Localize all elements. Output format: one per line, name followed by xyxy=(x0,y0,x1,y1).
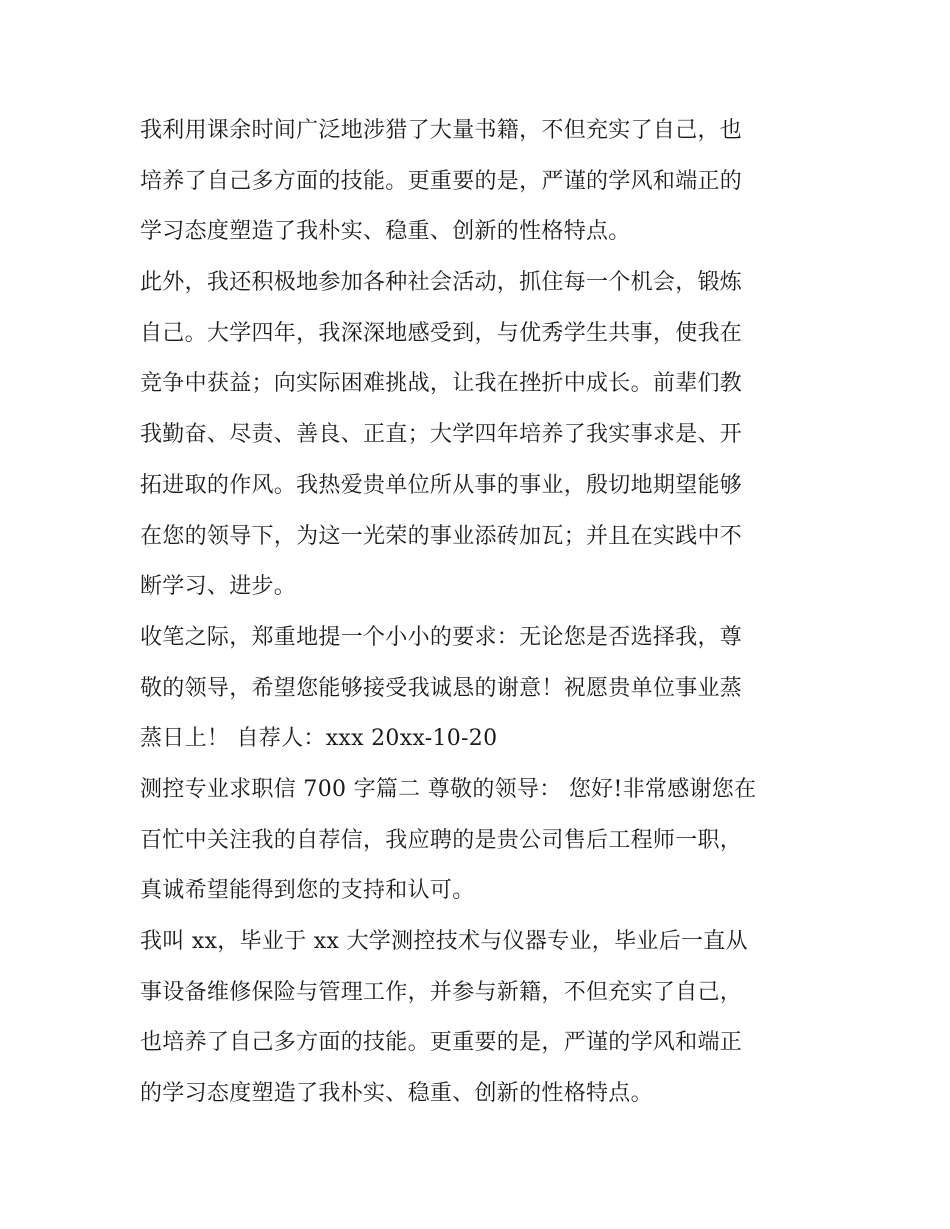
text-line: 测控专业求职信 700 字篇二 尊敬的领导： 您好!非常感谢您在 xyxy=(140,776,757,802)
text-line: 我叫 xx，毕业于 xx 大学测控技术与仪器专业，毕业后一直从 xyxy=(140,929,748,954)
paragraph-3 xyxy=(140,613,812,765)
text-line: 培养了自己多方面的技能。更重要的是，严谨的学风和端正的 xyxy=(140,168,743,194)
paragraph-4 xyxy=(140,765,812,917)
paragraph-1 xyxy=(140,106,812,258)
text-line: 我利用课余时间广泛地涉猎了大量书籍，不但充实了自己，也 xyxy=(140,118,743,143)
text-line: 事设备维修保险与管理工作，并参与新籍，不但充实了自己， xyxy=(140,979,743,1005)
text-line: 百忙中关注我的自荐信，我应聘的是贵公司售后工程师一职， xyxy=(140,827,743,853)
text-line: 我勤奋、尽责、善良、正直；大学四年培养了我实事求是、开 xyxy=(140,422,743,448)
text-line: 学习态度塑造了我朴实、稳重、创新的性格特点。 xyxy=(140,219,631,245)
text-line: 敬的领导，希望您能够接受我诚恳的谢意！祝愿贵单位事业蒸 xyxy=(140,675,743,701)
text-line: 收笔之际，郑重地提一个小小的要求：无论您是否选择我，尊 xyxy=(140,624,743,650)
text-line: 此外，我还积极地参加各种社会活动，抓住每一个机会，锻炼 xyxy=(140,270,743,296)
paragraph-2 xyxy=(140,258,812,613)
document-body xyxy=(140,106,812,1120)
text-line: 竞争中获益；向实际困难挑战，让我在挫折中成长。前辈们教 xyxy=(140,371,743,397)
text-line: 自己。大学四年，我深深地感受到，与优秀学生共事，使我在 xyxy=(140,320,743,346)
text-line: 真诚希望能得到您的支持和认可。 xyxy=(140,878,475,904)
paragraph-5 xyxy=(140,917,812,1120)
text-line: 的学习态度塑造了我朴实、稳重、创新的性格特点。 xyxy=(140,1081,653,1107)
text-line: 拓进取的作风。我热爱贵单位所从事的事业，殷切地期望能够 xyxy=(140,472,743,498)
text-line: 也培养了自己多方面的技能。更重要的是，严谨的学风和端正 xyxy=(140,1030,743,1056)
text-line: 断学习、进步。 xyxy=(140,574,297,600)
text-line: 蒸日上！ 自荐人：xxx 20xx-10-20 xyxy=(140,726,498,752)
text-line: 在您的领导下，为这一光荣的事业添砖加瓦；并且在实践中不 xyxy=(140,523,743,549)
